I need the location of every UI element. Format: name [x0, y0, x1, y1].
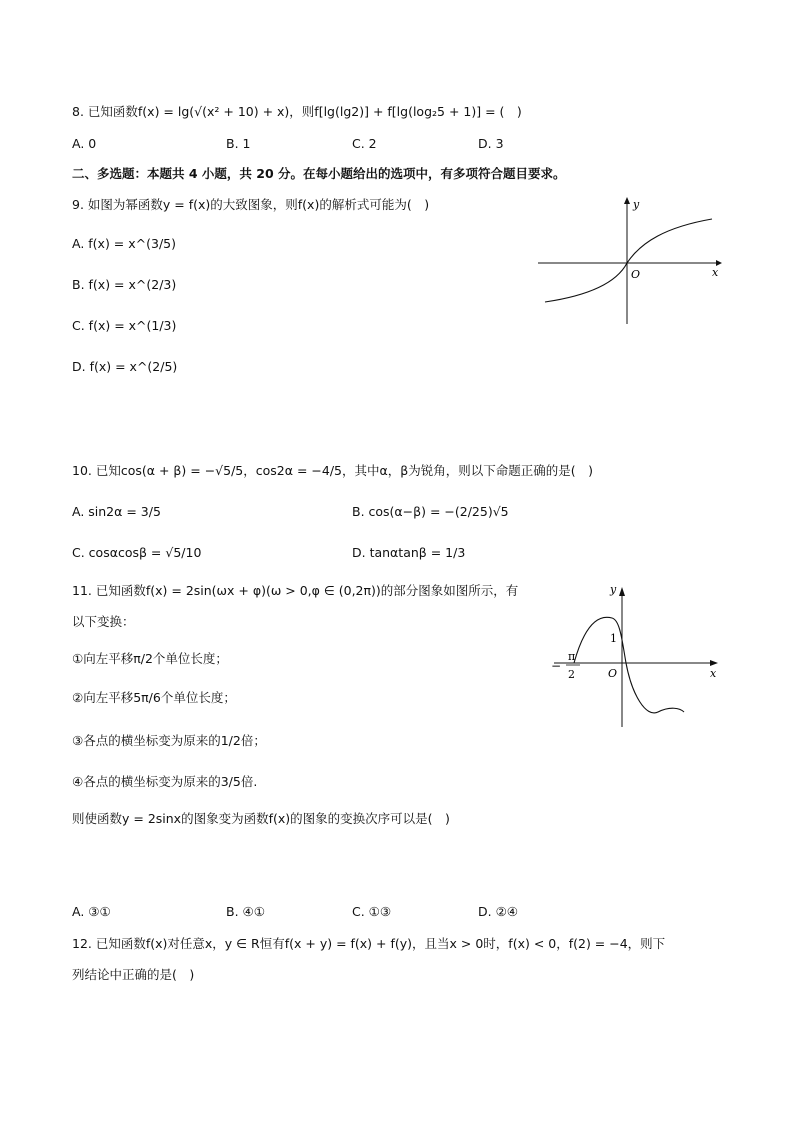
q11-option-b: B. ④① — [226, 904, 265, 919]
q11-x-axis-arrow-icon — [710, 660, 718, 666]
q11-stem-line2: 以下变换： — [72, 614, 135, 629]
q10-option-c: C. cosαcosβ = √5/10 — [72, 545, 202, 560]
q9-option-c: C. f(x) = x^(1/3) — [72, 318, 177, 333]
q11-y-axis-arrow-icon — [619, 587, 625, 596]
q11-y-label: y — [610, 583, 617, 596]
q10-option-d: D. tanαtanβ = 1/3 — [352, 545, 466, 560]
q11-stem-line1: 11. 已知函数f(x) = 2sin(ωx + φ)(ω > 0,φ ∈ (0,2π))的部分图象如图所示，有 — [72, 583, 519, 598]
q11-x-label: x — [710, 667, 717, 680]
q9-y-label: y — [633, 198, 640, 211]
q11-curve — [574, 617, 684, 713]
q12-stem-line2: 列结论中正确的是( ) — [72, 967, 195, 982]
q11-question: 则使函数y = 2sinx的图象变为函数f(x)的图象的变换次序可以是( ) — [72, 811, 450, 826]
q8-option-a: A. 0 — [72, 136, 97, 151]
q11-option-c: C. ①③ — [352, 904, 392, 919]
q8-stem: 8. 已知函数f(x) = lg(√(x² + 10) + x)，则f[lg(lg2)] + f[lg(log₂5 + 1)] = ( ) — [72, 104, 522, 119]
q11-option-d: D. ②④ — [478, 904, 518, 919]
q8-option-d: D. 3 — [478, 136, 504, 151]
q11-x-tick-sign: − — [551, 659, 562, 673]
q11-transform-3: ③各点的横坐标变为原来的1/2倍； — [72, 733, 266, 748]
q9-power-function-graph — [536, 194, 726, 328]
q10-option-b: B. cos(α−β) = −(2/25)√5 — [352, 504, 509, 519]
q8-option-b: B. 1 — [226, 136, 251, 151]
q9-curve — [545, 219, 712, 302]
q10-option-a: A. sin2α = 3/5 — [72, 504, 161, 519]
q11-y-tick-label: 1 — [610, 632, 617, 645]
q9-stem: 9. 如图为幂函数y = f(x)的大致图象，则f(x)的解析式可能为( ) — [72, 197, 430, 212]
q8-option-c: C. 2 — [352, 136, 377, 151]
q11-option-a: A. ③① — [72, 904, 111, 919]
q11-transform-1: ①向左平移π/2个单位长度； — [72, 651, 228, 666]
q9-option-d: D. f(x) = x^(2/5) — [72, 359, 178, 374]
q9-option-a: A. f(x) = x^(3/5) — [72, 236, 176, 251]
q11-x-tick-numerator: π — [568, 650, 576, 663]
q9-origin-label: O — [631, 268, 641, 281]
q9-option-b: B. f(x) = x^(2/3) — [72, 277, 177, 292]
q11-sine-graph — [546, 580, 726, 730]
section-heading-multiple-choice: 二、多选题：本题共 4 小题，共 20 分。在每小题给出的选项中，有多项符合题目要求。 — [72, 166, 566, 181]
q9-x-label: x — [712, 266, 719, 279]
q11-origin-label: O — [608, 667, 618, 680]
q10-stem: 10. 已知cos(α + β) = −√5/5，cos2α = −4/5，其中α，β为锐角，则以下命题正确的是( ) — [72, 463, 593, 478]
q12-stem-line1: 12. 已知函数f(x)对任意x，y ∈ R恒有f(x + y) = f(x) + f(y)，且当x > 0时，f(x) < 0，f(2) = −4，则下 — [72, 936, 666, 951]
q11-transform-2: ②向左平移5π/6个单位长度； — [72, 690, 236, 705]
q11-transform-4: ④各点的横坐标变为原来的3/5倍. — [72, 774, 258, 789]
q9-y-axis-arrow-icon — [624, 197, 630, 204]
q11-x-tick-denominator: 2 — [568, 668, 575, 681]
